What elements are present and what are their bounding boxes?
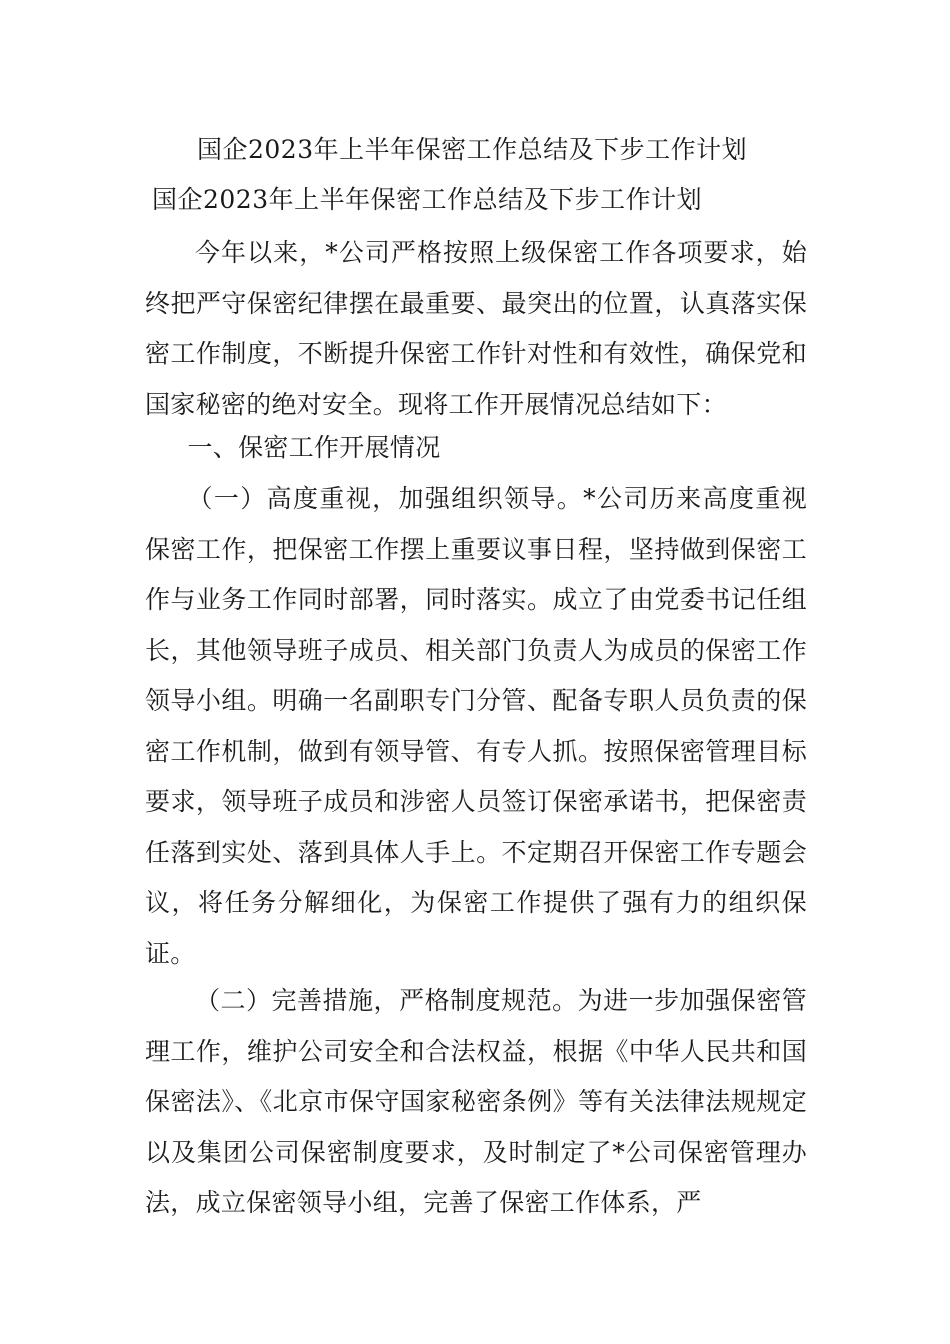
body-paragraph: （一）高度重视，加强组织领导。*公司历来高度重视保密工作，把保密工作摆上重要议事日程，坚持做到保密工作与业务工作同时部署，同时落实。成立了由党委书记任组长，其他领导班子成员、相关部门负责人为成员的保密工作领导小组。明确一名副职专门分管、配备专职人员负责的保密工作机制，做到有领导管、有专人抓。按照保密管理目标要求，领导班子成员和涉密人员签订保密承诺书，把保密责任落到实处、落到具体人手上。不定期召开保密工作专题会议，将任务分解细化，为保密工作提供了强有力的组织保证。 <box>145 484 807 968</box>
intro-paragraph: 今年以来，*公司严格按照上级保密工作各项要求，始终把严守保密纪律摆在最重要、最突出的位置，认真落实保密工作制度，不断提升保密工作针对性和有效性，确保党和国家秘密的绝对安全。现将工作开展情况总结如下： <box>145 238 807 419</box>
section-heading: 一、保密工作开展情况 <box>187 433 441 462</box>
body-paragraph: （二）完善措施，严格制度规范。为进一步加强保密管理工作，维护公司安全和合法权益，根据《中华人民共和国保密法》、《北京市保守国家秘密条例》等有关法律法规规定以及集团公司保密制度要求，及时制定了*公司保密管理办法，成立保密领导小组，完善了保密工作体系，严 <box>145 986 807 1217</box>
document-title: 国企2023年上半年保密工作总结及下步工作计划 <box>197 135 748 164</box>
document-subtitle: 国企2023年上半年保密工作总结及下步工作计划 <box>152 185 703 214</box>
